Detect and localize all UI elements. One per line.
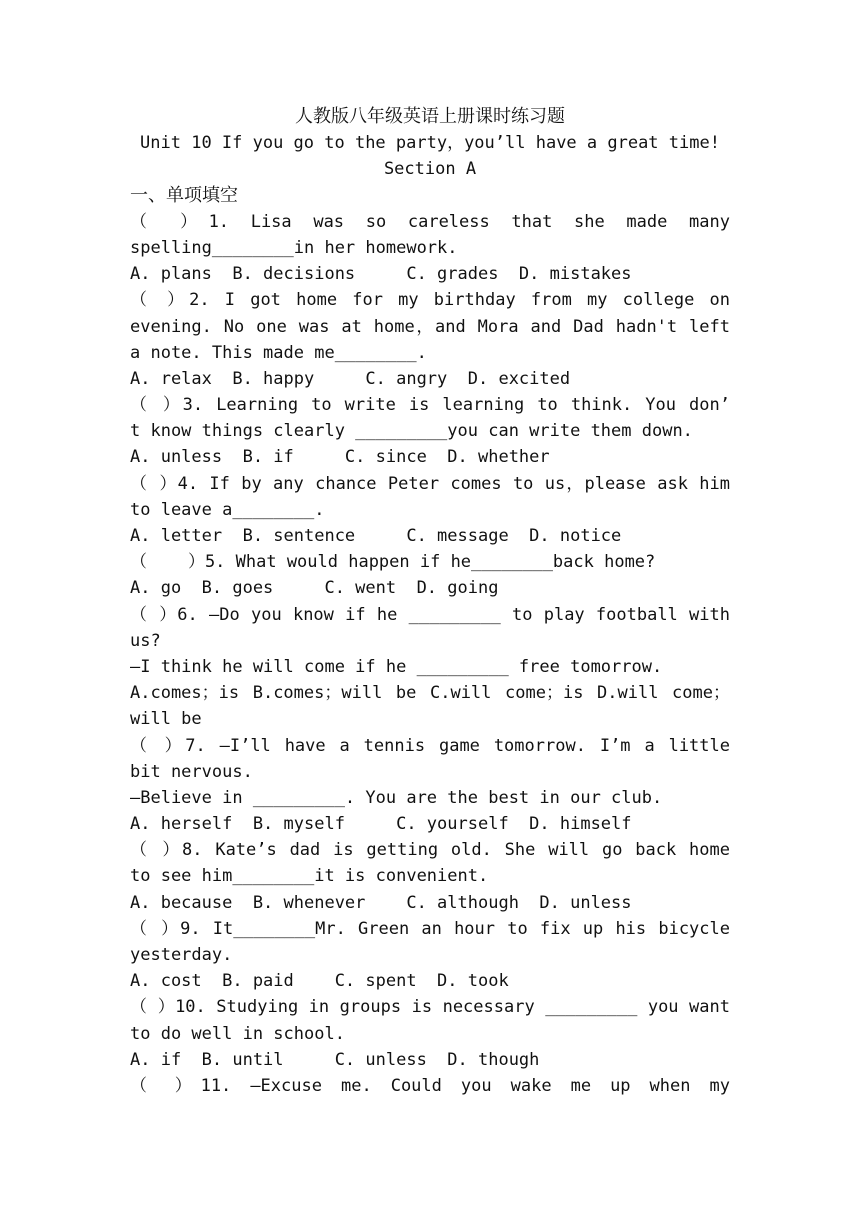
question-1-options: A. plans B. decisions C. grades D. mistakes (130, 264, 632, 285)
document-title: 人教版八年级英语上册课时练习题 (295, 106, 565, 127)
question-8-line-2: to see him________it is convenient. (130, 866, 489, 887)
question-11-line-1: （ ）11. —Excuse me. Could you wake me up when my (130, 1075, 730, 1096)
question-8-options: A. because B. whenever C. although D. unless (130, 892, 632, 913)
question-5-line-1: （ ）5. What would happen if he________back home? (130, 552, 656, 573)
question-3-line-2: t know things clearly _________you can write them down. (130, 421, 693, 442)
question-6-line-2: us? (130, 630, 161, 651)
question-4-options: A. letter B. sentence C. message D. notice (130, 526, 622, 546)
part-heading: 一、单项填空 (130, 184, 238, 206)
unit-title: Unit 10 If you go to the party，you’ll have a great time! (140, 133, 720, 154)
question-2-line-1: （ ）2. I got home for my birthday from my college on (130, 290, 730, 311)
question-6-line-1: （ ）6. —Do you know if he _________ to play football with (130, 604, 730, 625)
question-6-line-3: —I think he will come if he _________ free tomorrow. (130, 656, 663, 677)
question-4-line-1: （ ）4. If by any chance Peter comes to us，please ask him (130, 473, 730, 494)
question-2-options: A. relax B. happy C. angry D. excited (130, 368, 571, 389)
question-10-line-2: to do well in school. (130, 1023, 345, 1044)
document-body (130, 104, 730, 1099)
question-10-options: A. if B. until C. unless D. though (130, 1049, 540, 1070)
question-1-line-1: （ ）1. Lisa was so careless that she made many (130, 211, 730, 232)
question-7-line-1: （ ）7. —I’ll have a tennis game tomorrow. I’m a little (130, 735, 730, 756)
question-9-line-2: yesterday. (130, 945, 233, 965)
question-6-options-cont: will be (130, 709, 202, 730)
question-2-line-2: evening. No one was at home，and Mora and Dad hadn't left (130, 316, 730, 337)
question-9-options: A. cost B. paid C. spent D. took (130, 971, 509, 992)
question-10-line-1: （ ）10. Studying in groups is necessary _________ you want (130, 997, 730, 1018)
question-6-options: A.comes；is B.comes；will be C.will come；is D.will come； (130, 683, 730, 704)
question-7-options: A. herself B. myself C. yourself D. himself (130, 814, 632, 835)
question-2-line-3: a note. This made me________. (130, 342, 427, 363)
question-5-options: A. go B. goes C. went D. going (130, 578, 499, 599)
question-7-line-3: —Believe in _________. You are the best in our club. (130, 787, 663, 808)
question-1-line-2: spelling________in her homework. (130, 237, 458, 258)
question-9-line-1: （ ）9. It________Mr. Green an hour to fix up his bicycle (130, 918, 730, 939)
question-3-line-1: （ ）3. Learning to write is learning to think. You don’ (130, 395, 730, 416)
question-7-line-2: bit nervous. (130, 761, 253, 782)
question-8-line-1: （ ）8. Kate’s dad is getting old. She will go back home (130, 840, 730, 861)
question-3-options: A. unless B. if C. since D. whether (130, 447, 550, 468)
section-title: Section A (383, 159, 477, 180)
question-4-line-2: to leave a________. (130, 499, 325, 520)
